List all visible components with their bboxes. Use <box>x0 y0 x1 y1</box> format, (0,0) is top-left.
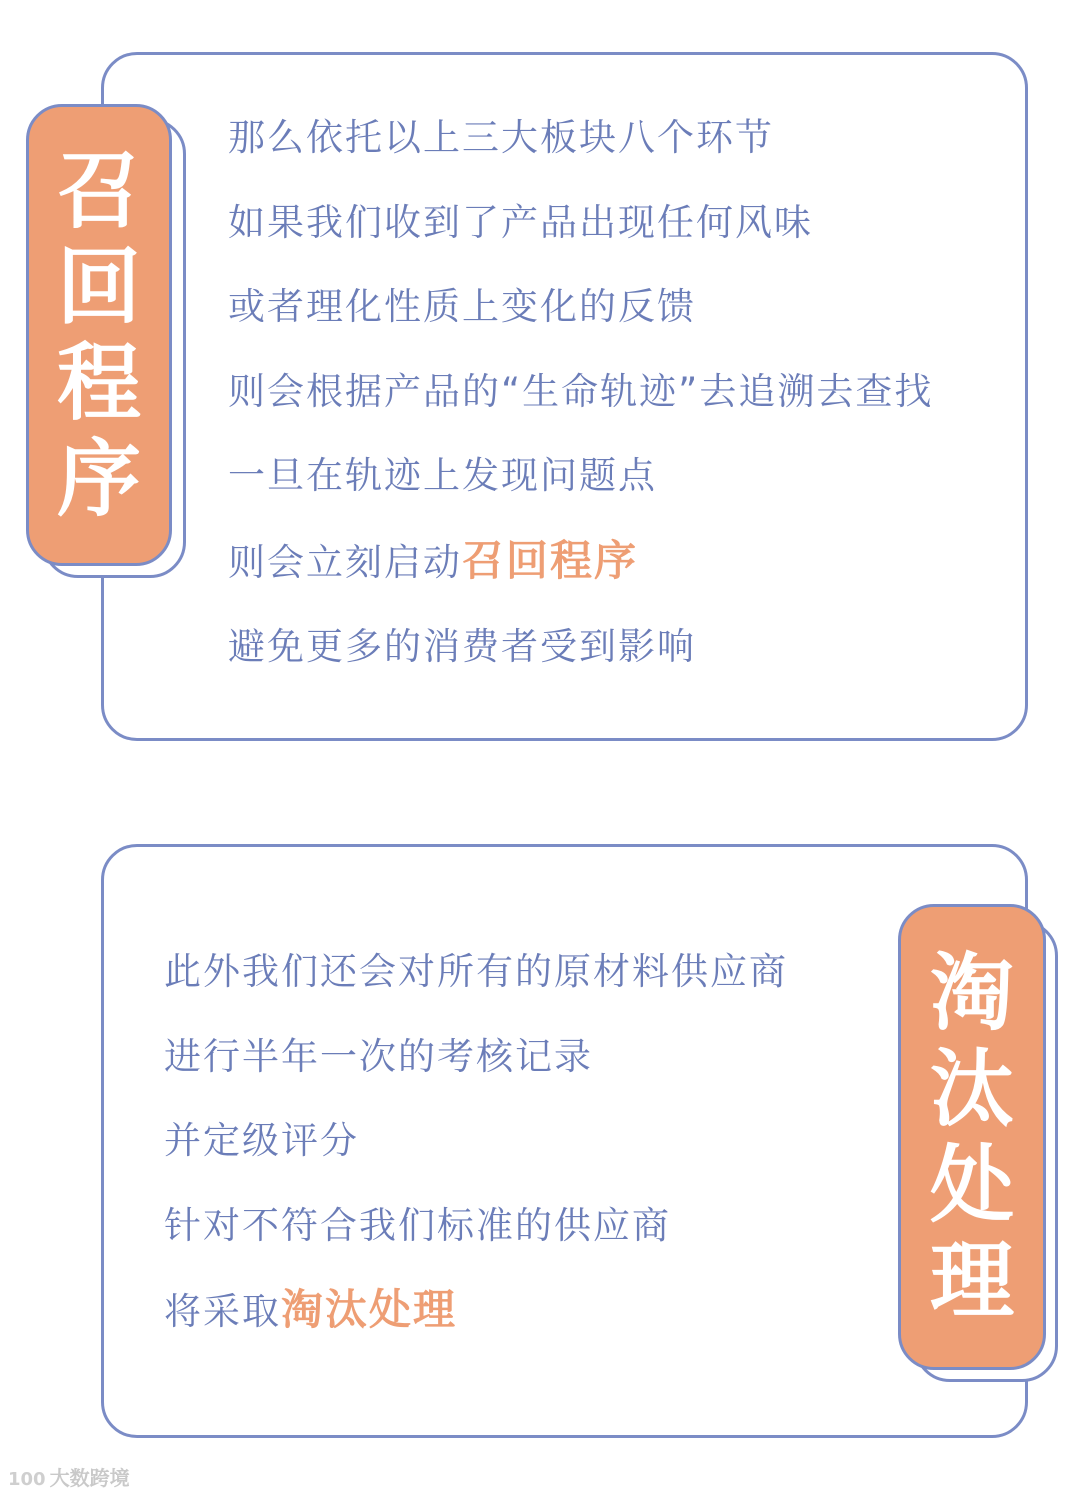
text-line: 此外我们还会对所有的原材料供应商 <box>164 950 788 993</box>
tag-char: 汰 <box>929 1040 1014 1138</box>
tag-char: 理 <box>929 1232 1014 1330</box>
text-line <box>164 1268 788 1355</box>
highlight-recall-procedure: 召回程序 <box>462 535 639 585</box>
tag-char: 程 <box>56 334 141 432</box>
tag-char: 序 <box>56 430 141 528</box>
elimination-tag <box>898 904 1060 1384</box>
tag-char: 淘 <box>929 944 1014 1042</box>
text-line: 或者理化性质上变化的反馈 <box>228 285 696 328</box>
text-line: 如果我们收到了产品出现任何风味 <box>228 200 813 244</box>
text-line <box>228 519 933 606</box>
text-line-prefix: 则会立刻启动 <box>228 540 462 584</box>
text-line: 一旦在轨迹上发现问题点 <box>228 454 657 497</box>
tag-label <box>898 904 1046 1370</box>
text-line: 并定级评分 <box>164 1119 359 1162</box>
watermark-text: 大数跨境 <box>49 1466 130 1490</box>
text-line: 避免更多的消费者受到影响 <box>228 625 696 668</box>
text-line: 则会根据产品的“生命轨迹”去追溯去查找 <box>228 369 934 413</box>
text-line: 针对不符合我们标准的供应商 <box>164 1203 671 1247</box>
text-line: 进行半年一次的考核记录 <box>164 1034 593 1078</box>
elimination-text <box>164 930 788 1355</box>
tag-char: 召 <box>56 142 141 240</box>
highlight-elimination: 淘汰处理 <box>281 1285 458 1334</box>
tag-char: 处 <box>929 1136 1014 1234</box>
recall-procedure-tag <box>26 104 186 580</box>
recall-procedure-text <box>228 96 933 690</box>
watermark-logo-icon: 100 <box>8 1469 46 1490</box>
watermark <box>8 1462 130 1491</box>
text-line: 那么依托以上三大板块八个环节 <box>228 116 774 159</box>
tag-char: 回 <box>56 238 141 336</box>
text-line-prefix: 将采取 <box>164 1290 281 1333</box>
tag-label <box>26 104 172 566</box>
